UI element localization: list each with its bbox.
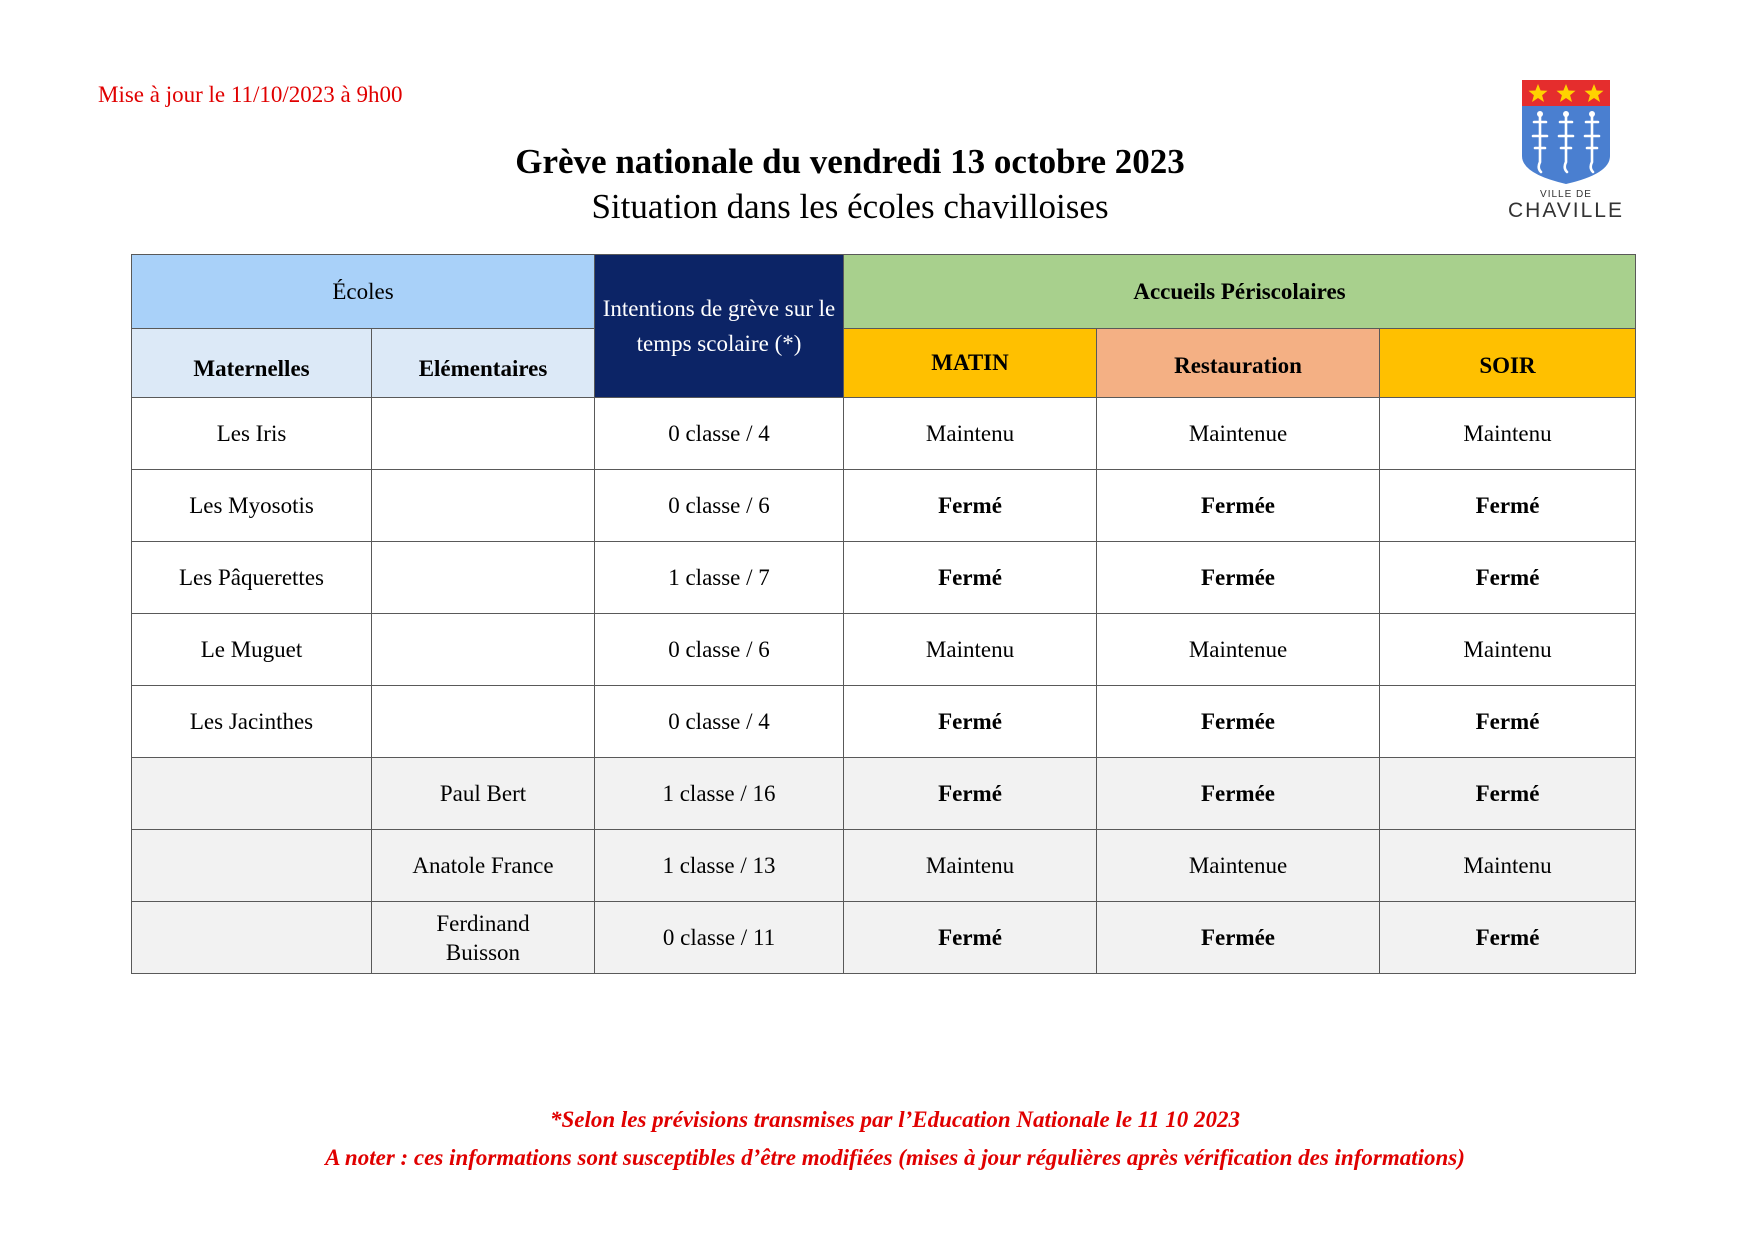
cell-soir: Fermé [1380,758,1636,830]
cell-maternelle [132,902,372,974]
cell-restauration: Fermée [1097,542,1380,614]
table-row [132,902,1636,974]
table-row [132,830,1636,902]
cell-intention: 0 classe / 11 [595,902,844,974]
cell-restauration: Fermée [1097,686,1380,758]
cell-elementaire: Anatole France [372,830,595,902]
header-ecoles: Écoles [132,255,595,329]
header-intentions: Intentions de grève sur le temps scolaire (*) [595,255,844,398]
cell-elementaire [372,686,595,758]
table-row [132,614,1636,686]
cell-matin: Fermé [844,902,1097,974]
cell-soir: Maintenu [1380,398,1636,470]
cell-maternelle [132,758,372,830]
cell-elementaire [372,542,595,614]
cell-maternelle [132,830,372,902]
cell-matin: Fermé [844,470,1097,542]
cell-soir: Fermé [1380,470,1636,542]
cell-elementaire [372,398,595,470]
table-row [132,470,1636,542]
title-block [0,140,1700,230]
cell-elementaire: Ferdinand Buisson [372,902,595,974]
cell-restauration: Fermée [1097,758,1380,830]
cell-restauration: Fermée [1097,902,1380,974]
update-timestamp: Mise à jour le 11/10/2023 à 9h00 [98,82,403,107]
cell-maternelle: Les Pâquerettes [132,542,372,614]
footnote-source: *Selon les prévisions transmises par l’Education Nationale le 11 10 2023 [549,1107,1241,1132]
page-title: Grève nationale du vendredi 13 octobre 2023 [515,142,1185,181]
cell-matin: Fermé [844,542,1097,614]
cell-restauration: Maintenue [1097,398,1380,470]
cell-elementaire: Paul Bert [372,758,595,830]
page-subtitle: Situation dans les écoles chavilloises [591,187,1109,226]
cell-soir: Fermé [1380,686,1636,758]
cell-intention: 1 classe / 16 [595,758,844,830]
cell-intention: 0 classe / 6 [595,614,844,686]
cell-soir: Maintenu [1380,614,1636,686]
header-maternelles: Maternelles [132,329,372,398]
cell-elementaire [372,470,595,542]
logo-caption: CHAVILLE [1508,199,1624,222]
cell-restauration: Maintenue [1097,614,1380,686]
table-row [132,398,1636,470]
cell-restauration: Maintenue [1097,830,1380,902]
cell-matin: Maintenu [844,614,1097,686]
table-row [132,542,1636,614]
cell-soir: Fermé [1380,902,1636,974]
strike-status-table [131,254,1636,974]
cell-maternelle: Les Jacinthes [132,686,372,758]
cell-soir: Fermé [1380,542,1636,614]
header-matin: MATIN [844,329,1097,398]
footnote-disclaimer: A noter : ces informations sont susceptibles d’être modifiées (mises à jour régulières après vérification des informations) [325,1145,1465,1170]
header-accueils: Accueils Périscolaires [844,255,1636,329]
cell-maternelle: Les Myosotis [132,470,372,542]
cell-matin: Maintenu [844,830,1097,902]
header-elementaires: Elémentaires [372,329,595,398]
table-row [132,686,1636,758]
cell-restauration: Fermée [1097,470,1380,542]
cell-intention: 0 classe / 4 [595,686,844,758]
header-soir: SOIR [1380,329,1636,398]
cell-matin: Fermé [844,686,1097,758]
table-row [132,758,1636,830]
header-restauration: Restauration [1097,329,1380,398]
cell-intention: 1 classe / 7 [595,542,844,614]
cell-matin: Fermé [844,758,1097,830]
cell-matin: Maintenu [844,398,1097,470]
cell-maternelle: Les Iris [132,398,372,470]
cell-maternelle: Le Muguet [132,614,372,686]
cell-intention: 0 classe / 4 [595,398,844,470]
cell-intention: 1 classe / 13 [595,830,844,902]
logo-caption-small: VILLE DE [1540,189,1592,200]
cell-intention: 0 classe / 6 [595,470,844,542]
cell-soir: Maintenu [1380,830,1636,902]
cell-elementaire [372,614,595,686]
